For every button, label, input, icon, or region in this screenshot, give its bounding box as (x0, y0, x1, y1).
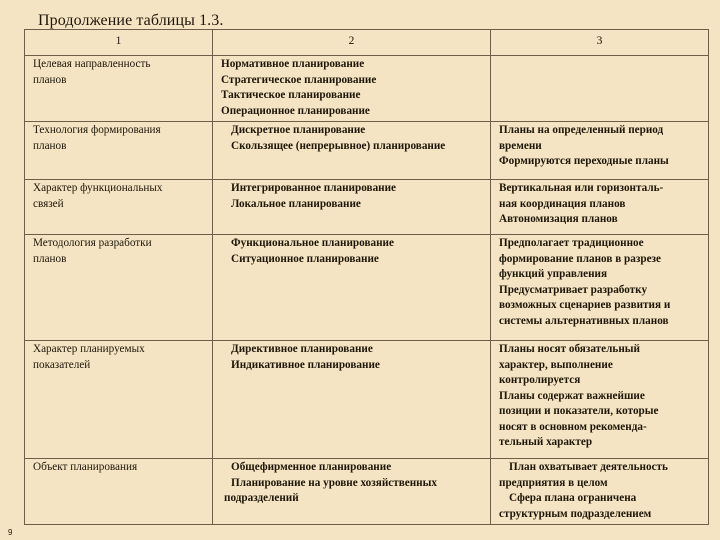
cell-line: структурным подразделением (499, 507, 652, 520)
cell-line: показателей (33, 358, 91, 371)
cell-line: Тактическое планирование (221, 89, 361, 101)
row-criterion (25, 235, 213, 341)
cell-line: планов (33, 139, 67, 152)
page-number: 9 (8, 528, 13, 537)
header-col-3: 3 (491, 30, 709, 56)
cell-line: Директивное планирование (231, 343, 373, 355)
cell-line: Интегрированное планирование (231, 182, 397, 194)
row-criterion (25, 341, 213, 459)
row-planning-types (213, 459, 491, 525)
cell-line: Планирование на уровне хозяйственных (231, 476, 437, 489)
planning-table (24, 29, 709, 525)
row-description (491, 122, 709, 180)
cell-line: предприятия в целом (499, 476, 608, 489)
cell-line: Автономизация планов (499, 213, 618, 225)
cell-line: Общефирменное планирование (231, 461, 392, 473)
cell-line: формирование планов в разрезе (499, 252, 661, 265)
cell-line: Целевая направленность (33, 58, 151, 70)
cell-line: тельный характер (499, 436, 593, 448)
cell-line: ная координация планов (499, 197, 626, 210)
cell-line: Ситуационное планирование (231, 252, 379, 265)
cell-line: носят в основном рекоменда- (499, 420, 647, 433)
cell-line: планов (33, 252, 67, 265)
table-row (25, 459, 709, 525)
cell-line: Функциональное планирование (231, 237, 394, 249)
cell-line: подразделений (224, 492, 299, 504)
row-planning-types (213, 341, 491, 459)
cell-line: Сфера плана ограничена (509, 492, 637, 504)
cell-line: Локальное планирование (231, 197, 361, 210)
row-planning-types (213, 180, 491, 235)
row-description (491, 56, 709, 122)
row-planning-types (213, 235, 491, 341)
cell-line: Планы на определенный период (499, 124, 664, 136)
cell-line: Характер планируемых (33, 343, 145, 355)
table-row (25, 341, 709, 459)
cell-line: Предполагает традиционное (499, 237, 644, 249)
cell-line: Методология разработки (33, 237, 152, 249)
cell-line: Стратегическое планирование (221, 73, 377, 86)
cell-line: Объект планирования (33, 461, 138, 473)
cell-line: Нормативное планирование (221, 58, 365, 70)
cell-line: Скользящее (непрерывное) планирование (231, 139, 446, 152)
cell-line: характер, выполнение (499, 358, 613, 371)
table-row (25, 235, 709, 341)
row-criterion (25, 122, 213, 180)
cell-line: системы альтернативных планов (499, 314, 669, 327)
row-planning-types (213, 56, 491, 122)
row-criterion (25, 56, 213, 122)
cell-line: Характер функциональных (33, 182, 163, 194)
cell-line: Индикативное планирование (231, 358, 380, 371)
cell-line: функций управления (499, 268, 608, 280)
cell-line: Предусматривает разработку (499, 283, 648, 296)
cell-line: связей (33, 197, 64, 210)
table-row (25, 56, 709, 122)
cell-line: Технология формирования (33, 124, 161, 136)
cell-line: планов (33, 73, 67, 86)
cell-line: План охватывает деятельность (509, 461, 668, 473)
cell-line: Формируются переходные планы (499, 155, 669, 167)
table-row (25, 122, 709, 180)
cell-line: возможных сценариев развития и (499, 299, 671, 311)
cell-line: контролируется (499, 374, 581, 386)
row-description (491, 235, 709, 341)
header-row (25, 30, 709, 56)
cell-line: позиции и показатели, которые (499, 405, 659, 417)
cell-line: Дискретное планирование (231, 124, 366, 136)
row-description (491, 459, 709, 525)
cell-line: Планы содержат важнейшие (499, 389, 645, 402)
header-col-2: 2 (213, 30, 491, 56)
cell-line: Вертикальная или горизонталь- (499, 182, 664, 194)
row-criterion (25, 459, 213, 525)
header-col-1: 1 (25, 30, 213, 56)
table-caption: Продолжение таблицы 1.3. (38, 12, 224, 29)
cell-line: времени (499, 139, 542, 152)
cell-line: Планы носят обязательный (499, 343, 640, 355)
row-criterion (25, 180, 213, 235)
row-planning-types (213, 122, 491, 180)
row-description (491, 341, 709, 459)
cell-line: Операционное планирование (221, 104, 370, 117)
row-description (491, 180, 709, 235)
table-row (25, 180, 709, 235)
